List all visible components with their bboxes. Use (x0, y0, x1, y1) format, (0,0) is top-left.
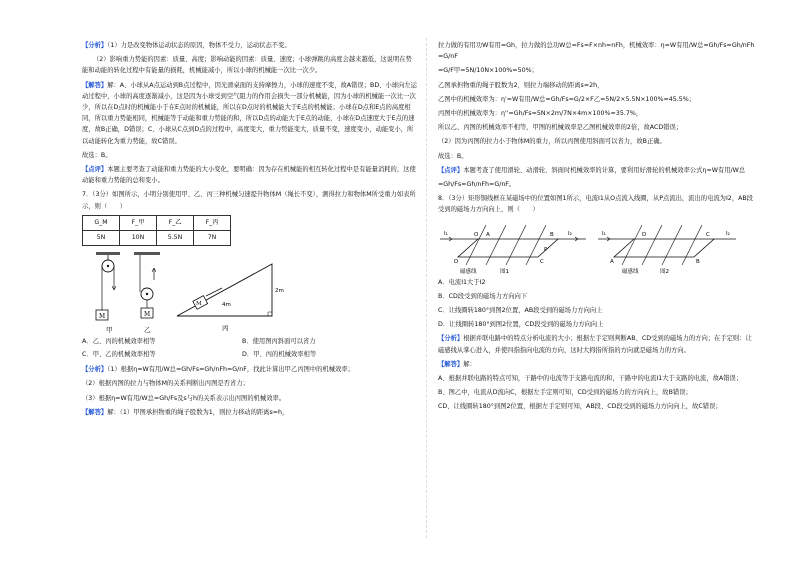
q7-solution-1: 【解答】解：（1）甲图承担物重的绳子股数为1，则拉力移动的距离s=h， (82, 408, 289, 416)
label-i2: I₂ (568, 230, 572, 237)
magnetic-line-label: 磁感线 (460, 268, 477, 275)
right-column (438, 40, 756, 416)
block-label: M (99, 312, 106, 320)
label-o: O (474, 231, 479, 238)
label-b: B (696, 258, 700, 265)
q8-solution-b: B、图乙中，电流从D流向C，根据左手定则可知，CD受到的磁场力的方向向上，故B错误； (438, 389, 692, 397)
section-tag: 【解答】 (438, 360, 464, 368)
force-table (82, 215, 231, 246)
table-row (83, 215, 231, 230)
label-i1: I₁ (602, 230, 606, 237)
fig-label-jia: 甲 (106, 325, 113, 334)
q8-option-c: C．让线圈转180°到图2位置，AB段受到的磁场力方向向上 (438, 307, 603, 315)
q8-solution-head: 【解答】解： (438, 360, 476, 368)
q7-solution-5: 乙图中的机械效率为：η'=W有用/W总=Gh/Fs=G/2×F乙=5N/2×5.5N×100%≈45.5%； (438, 95, 696, 103)
q7-solution-8: （2）因为丙图的拉力小于物体M的重力，所以丙图使用斜面可以省力，故B正确。 (438, 138, 666, 146)
table-cell: 10N (120, 230, 157, 245)
pulley-incline-figure (82, 250, 302, 334)
block-label: M (196, 300, 202, 307)
incline-length-label: 4m (222, 301, 231, 308)
question-7: 7．（3分）如图所示，小明分别使用甲、乙、丙三种机械匀速提升物体M（绳长不变），测得拉力和物体M所受重力如表所示，则（ ） (82, 191, 416, 210)
q7-solution-6: 丙图中的机械效率为：η''=Gh/Fs=5N×2m/7N×4m×100%≈35.7%， (438, 110, 643, 118)
table-cell: F_乙 (157, 215, 194, 230)
section-tag: 【点评】 (438, 166, 464, 174)
label-a: A (610, 258, 614, 265)
analysis-paragraph: 【分析】（1）力是改变物体运动状态的原因，物体不受力，运动状态不变。 (82, 42, 291, 49)
table-row (83, 230, 231, 245)
label-i2: I₂ (726, 230, 730, 237)
q8-option-b: B．CD段受到的磁场力方向向下 (438, 292, 528, 300)
magnetic-line-label: 磁感线 (622, 268, 639, 275)
table-cell: G_M (83, 215, 120, 230)
q8-solution-cd: CD、让线圈转180°到图2位置，根据左手定则可知，AB段、CD段受到的磁场力方向向上，故C错误； (438, 403, 722, 411)
comment-paragraph: 【点评】本题主要考查了动能和重力势能的大小变化，要明确：因为存在机械能的相互转化过程中是有能量消耗的，这使动能和重力势能的总和变小。 (82, 166, 416, 185)
label-i1: I₁ (444, 230, 448, 237)
option-c: C．甲、乙的机械效率相等 (82, 351, 156, 359)
q8-solution-a: A、根据并联电路的特点可知，干路中的电流等于支路电流的和，干路中的电流I1大于支路的电流，故A错误； (438, 375, 743, 383)
section-tag: 【解答】 (82, 81, 108, 89)
q7-comment: 【点评】本题考查了使用滑轮、动滑轮、斜面时机械效率的计算，要利用好滑轮的机械效率公式η=W有用/W总 (438, 166, 746, 174)
incline-height-label: 2m (275, 287, 284, 294)
table-cell: F_甲 (120, 215, 157, 230)
fig1-label: 图1 (500, 268, 509, 275)
section-tag: 【分析】 (82, 42, 108, 49)
fig2-label: 图2 (660, 268, 669, 275)
q8-option-a: A．电流I1大于I2 (438, 278, 486, 286)
column-divider (426, 38, 427, 538)
q7-solution-7: 所以乙、丙图的机械效率不相等，甲图的机械效率是乙图机械效率的2倍，故ACD错误； (438, 124, 683, 132)
label-b: B (550, 231, 554, 238)
left-column (82, 40, 418, 421)
q7-analysis-2: （2）根据丙图的拉力与物体M的关系判断出丙图是否省力； (82, 380, 249, 388)
label-a: A (486, 231, 490, 238)
q8-option-d: D．让线圈转180°到图2位置，CD段受到的磁场力方向向上 (438, 321, 604, 329)
q7-analysis-1: 【分析】（1）根据η=W有用/W总=Gh/Fs=Gh/nFh=G/nF，找此计算出甲乙丙图中的机械效率； (82, 366, 354, 374)
fig-label-yi: 乙 (144, 325, 151, 334)
table-cell: F_丙 (194, 215, 231, 230)
label-d: D (454, 258, 459, 265)
q7-solution-4: 乙图承担物重的绳子股数为2，则拉力端移动的距离s=2h， (438, 81, 604, 89)
section-tag: 【分析】 (438, 335, 464, 343)
option-d: D．甲、丙的机械效率相等 (242, 351, 317, 359)
q7-answer: 故选：B。 (438, 152, 468, 160)
question-8: 8．（3分）矩形铜线框在某磁场中的位置如图1所示，电流I1从O点流入线圈，从P点流出，流出的电流为I2，AB段受到的磁场力方向向上，则（ ） (438, 195, 754, 214)
option-a: A．乙、丙的机械效率相等 (82, 337, 156, 345)
answer-line: 故选：B。 (82, 151, 112, 159)
q7-solution-2: 拉力做的有用功W有用=Gh，拉力做的总功W总=Fs=F×nh=nFh，机械效率：η=W有用/W总=Gh/Fs=Gh/nFh=G/nF (438, 42, 755, 61)
label-c: C (706, 231, 710, 238)
q7-options (82, 336, 418, 360)
q7-comment-2: =Gh/Fs=Gh/nFh=G/nF。 (438, 181, 516, 189)
coil-figure (438, 219, 738, 275)
table-cell: 5.5N (157, 230, 194, 245)
q7-solution-3: =G/F甲=5N/10N×100%=50%； (438, 67, 538, 75)
label-p: P (544, 246, 548, 253)
table-cell: 7N (194, 230, 231, 245)
block-label: M (144, 310, 151, 318)
section-tag: 【点评】 (82, 166, 108, 174)
label-d: D (642, 231, 647, 238)
section-tag: 【解答】 (82, 408, 108, 416)
table-cell: 5N (83, 230, 120, 245)
analysis-paragraph-2: （2）影响重力势能的因素：质量、高度；影响动能的因素：质量、速度；小球弹跳的高度会越来越低，这说明在势能和动能的转化过程中有能量的损耗，机械能减小，所以小球的机械能一次比一次少。 (82, 56, 412, 75)
q7-analysis-3: （3）根据η=W有用/W总=Gh/Fs及s与h的关系表示出丙图的机械效率。 (82, 394, 286, 402)
fig-label-bing: 丙 (222, 323, 229, 332)
q8-analysis: 【分析】根据并联电路中的特点分析电流的大小；根据左手定则判断AB、CD受到的磁场力的方向；在手定则：让磁感线从掌心进入，并使四指指向电流的方向，这时大拇指所指的方向就是磁场力的方向。 (438, 335, 752, 354)
section-tag: 【分析】 (82, 366, 108, 374)
solution-paragraph: 【解答】解：A、小球从A点运动到B点过程中，因光滑桌面的支持摩擦力，小球的速度不变，故A错误；BD、小球向左运动过程中，小球的高度逐渐减小，这是因为小球受到空气阻力的作用会损失一部分机械能，因为小球的机械能一次比一次少，所以在D点时的机械能小于在E点时的机械能，所以在D点时的机械能大于E点的机械能；小球在D点和E点的高度相同，所以重力势能相同，机械能等于动能和重力势能的和，所以D点的动能大于E点的动能，小球在D点速度大于E点的速度，故B正确，D错误；C、小球从C点到D点的过程中，高度变大，重力势能变大，质量不变，速度变小，动能变小，所以动能转化为重力势能，故C错误。 (82, 81, 417, 145)
option-b: B．使用图丙斜面可以省力 (242, 337, 316, 345)
label-c: C (540, 258, 544, 265)
